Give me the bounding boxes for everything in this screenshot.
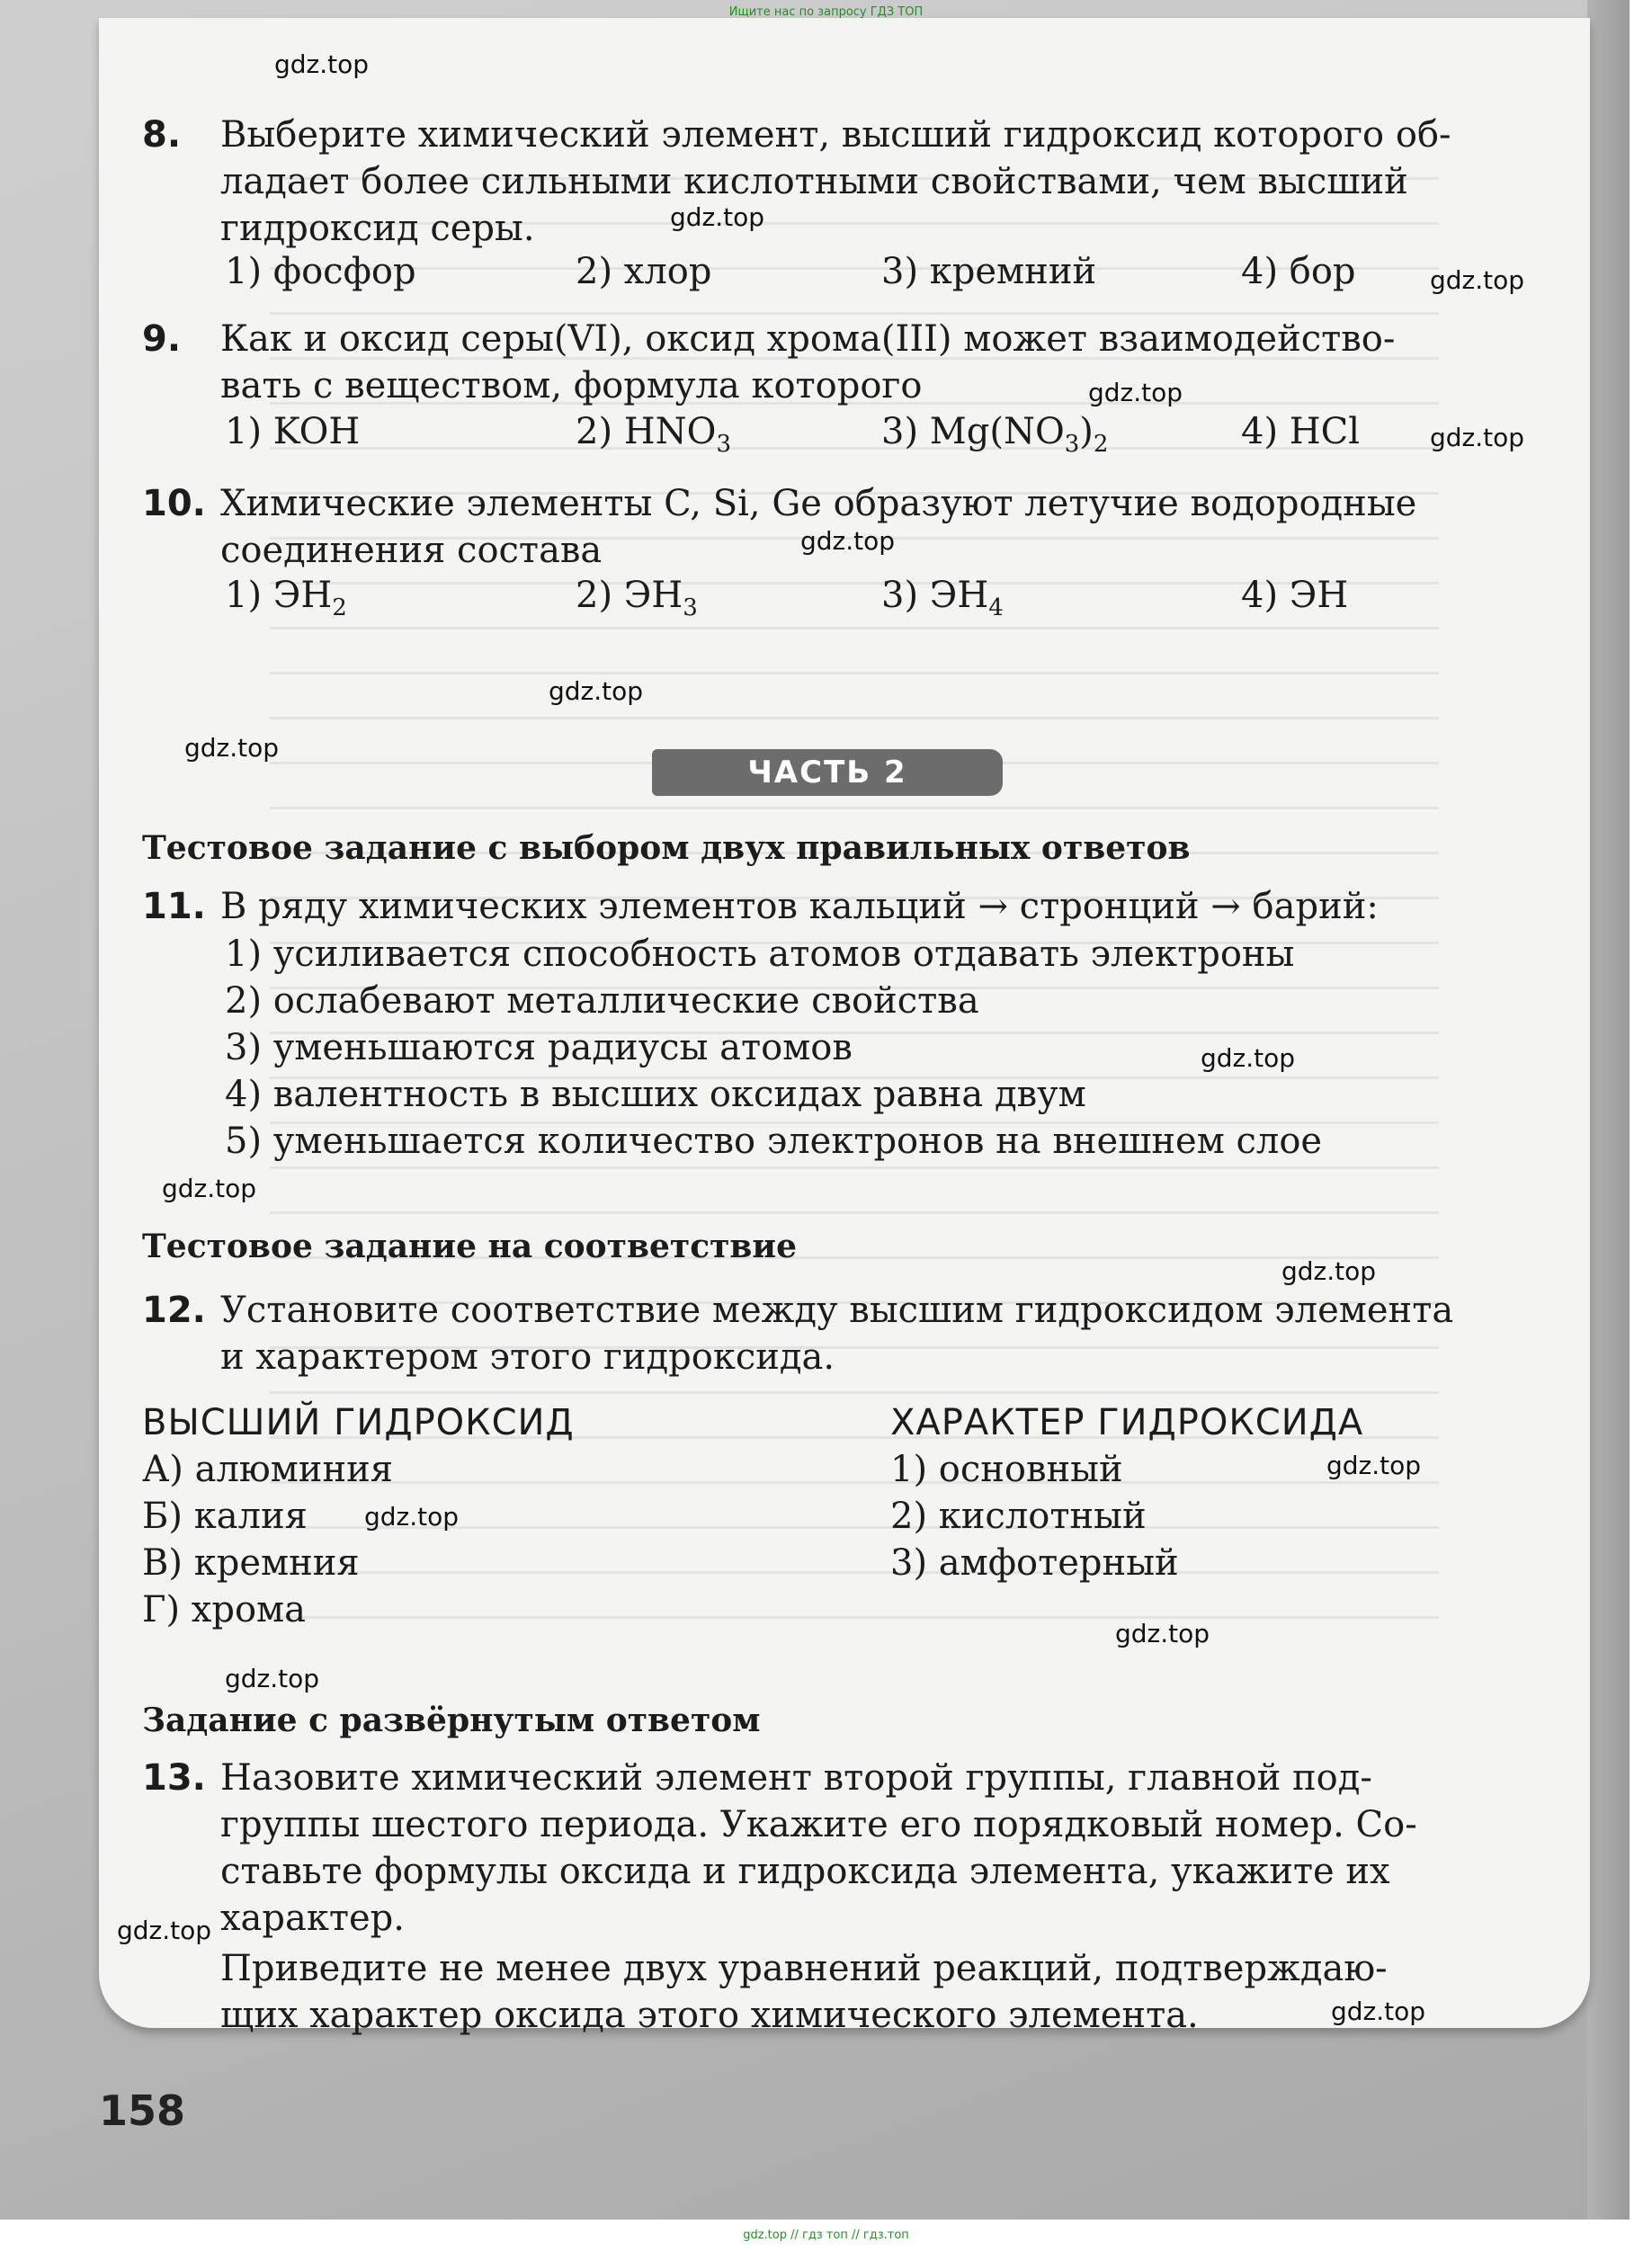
q12-left-item-g: Г) хрома (142, 1589, 307, 1630)
q12-left-item-v: В) кремния (142, 1542, 360, 1584)
q13-line3: ставьте формулы оксида и гидроксида элемента, укажите их (220, 1851, 1390, 1892)
watermark-1: gdz.top (274, 49, 370, 79)
q9-option-1: 1) KOH (225, 411, 361, 452)
q11-option-3: 3) уменьшаются радиусы атомов (225, 1027, 853, 1068)
q13-line5: Приведите не менее двух уравнений реакций, подтверждаю- (220, 1948, 1388, 1989)
q12-right-header: ХАРАКТЕР ГИДРОКСИДА (890, 1402, 1364, 1443)
q10-option-2-sub: 3 (683, 594, 698, 622)
watermark-7: gdz.top (549, 676, 644, 706)
q12-left-item-a: А) алюминия (142, 1449, 394, 1490)
watermark-8: gdz.top (184, 733, 280, 763)
q12-line2: и характером этого гидроксида. (220, 1336, 835, 1378)
q11-option-1: 1) усиливается способность атомов отдавать электроны (225, 933, 1295, 975)
q10-option-3-sub: 4 (988, 594, 1004, 622)
q8-option-3: 3) кремний (881, 251, 1097, 292)
q13-line4: характер. (220, 1898, 405, 1939)
q9-line2: вать с веществом, формула которого (220, 365, 923, 406)
q8-line3: гидроксид серы. (220, 208, 535, 249)
page-edge (1587, 0, 1630, 2220)
q9-option-3-paren: ) (1079, 411, 1094, 452)
page-number: 158 (99, 2086, 186, 2135)
q12-right-item-2: 2) кислотный (890, 1496, 1147, 1537)
q9-option-3-formula: 3) Mg(NO (881, 411, 1065, 452)
q10-option-3 (881, 573, 1004, 630)
q12-right-item-1: 1) основный (890, 1449, 1123, 1490)
q9-option-2 (576, 409, 731, 467)
q13-line2: группы шестого периода. Укажите его порядковый номер. Со- (220, 1804, 1417, 1845)
section-match-heading: Тестовое задание на соответствие (142, 1228, 798, 1265)
q11-number: 11. (142, 886, 206, 927)
watermark-3: gdz.top (1430, 265, 1525, 295)
part-2-badge: ЧАСТЬ 2 (652, 749, 1003, 796)
bottom-note: gdz.top // гдз топ // гдз.топ (743, 2229, 909, 2242)
q12-line1: Установите соответствие между высшим гидроксидом элемента (220, 1290, 1454, 1331)
q12-right-item-3: 3) амфотерный (890, 1542, 1179, 1584)
q8-number: 8. (142, 114, 182, 156)
watermark-4: gdz.top (1088, 378, 1183, 407)
q13-number: 13. (142, 1757, 206, 1799)
q11-option-4: 4) валентность в высших оксидах равна двум (225, 1074, 1086, 1115)
q11-option-5: 5) уменьшается количество электронов на внешнем слое (225, 1121, 1323, 1162)
q10-option-2-formula: 2) ЭН (576, 575, 683, 616)
q10-option-1-sub: 2 (332, 594, 347, 622)
q9-option-4: 4) HCl (1241, 411, 1361, 452)
q12-left-item-b: Б) калия (142, 1496, 308, 1537)
q9-option-2-sub: 3 (716, 431, 731, 459)
watermark-17: gdz.top (1331, 1996, 1426, 2026)
watermark-10: gdz.top (162, 1174, 257, 1203)
q8-line2: ладает более сильными кислотными свойствами, чем высший (220, 161, 1408, 202)
watermark-12: gdz.top (1326, 1451, 1422, 1480)
watermark-16: gdz.top (117, 1916, 212, 1945)
q11-line1: В ряду химических элементов кальций → стронций → барий: (220, 886, 1379, 927)
q9-option-3 (881, 409, 1108, 467)
q9-option-2-formula: 2) HNO (576, 411, 717, 452)
q10-line2: соединения состава (220, 530, 603, 571)
section-two-answers-heading: Тестовое задание с выбором двух правильных ответов (142, 829, 1191, 867)
q10-option-1 (225, 573, 347, 630)
watermark-14: gdz.top (1115, 1619, 1210, 1648)
watermark-5: gdz.top (1430, 423, 1525, 452)
q12-left-header: ВЫСШИЙ ГИДРОКСИД (142, 1402, 575, 1443)
watermark-6: gdz.top (800, 526, 896, 556)
q9-line1: Как и оксид серы(VI), оксид хрома(III) может взаимодейство- (220, 318, 1396, 360)
q8-option-1: 1) фосфор (225, 251, 416, 292)
watermark-15: gdz.top (225, 1664, 320, 1693)
q8-line1: Выберите химический элемент, высший гидроксид которого об- (220, 114, 1451, 156)
q11-option-2: 2) ослабевают металлические свойства (225, 980, 979, 1022)
watermark-9: gdz.top (1201, 1043, 1296, 1073)
q10-option-3-formula: 3) ЭН (881, 575, 989, 616)
q13-line6: щих характер оксида этого химического элемента. (220, 1995, 1199, 2036)
q10-number: 10. (142, 483, 206, 524)
q10-option-4: 4) ЭН (1241, 575, 1349, 616)
q8-option-2: 2) хлор (576, 251, 712, 292)
watermark-2: gdz.top (670, 202, 765, 232)
q13-line1: Назовите химический элемент второй группы, главной под- (220, 1757, 1372, 1799)
q12-number: 12. (142, 1290, 206, 1331)
top-note: Ищите нас по запросу ГДЗ ТОП (728, 5, 924, 19)
q8-option-4: 4) бор (1241, 251, 1356, 292)
q9-option-3-sub: 3 (1064, 431, 1080, 459)
q10-option-2 (576, 573, 698, 630)
watermark-13: gdz.top (364, 1502, 460, 1532)
q9-option-3-sub2: 2 (1093, 431, 1109, 459)
section-extended-heading: Задание с развёрнутым ответом (142, 1702, 761, 1739)
watermark-11: gdz.top (1281, 1256, 1377, 1286)
q10-option-1-formula: 1) ЭН (225, 575, 333, 616)
q9-number: 9. (142, 318, 182, 360)
q10-line1: Химические элементы C, Si, Ge образуют летучие водородные (220, 483, 1417, 524)
